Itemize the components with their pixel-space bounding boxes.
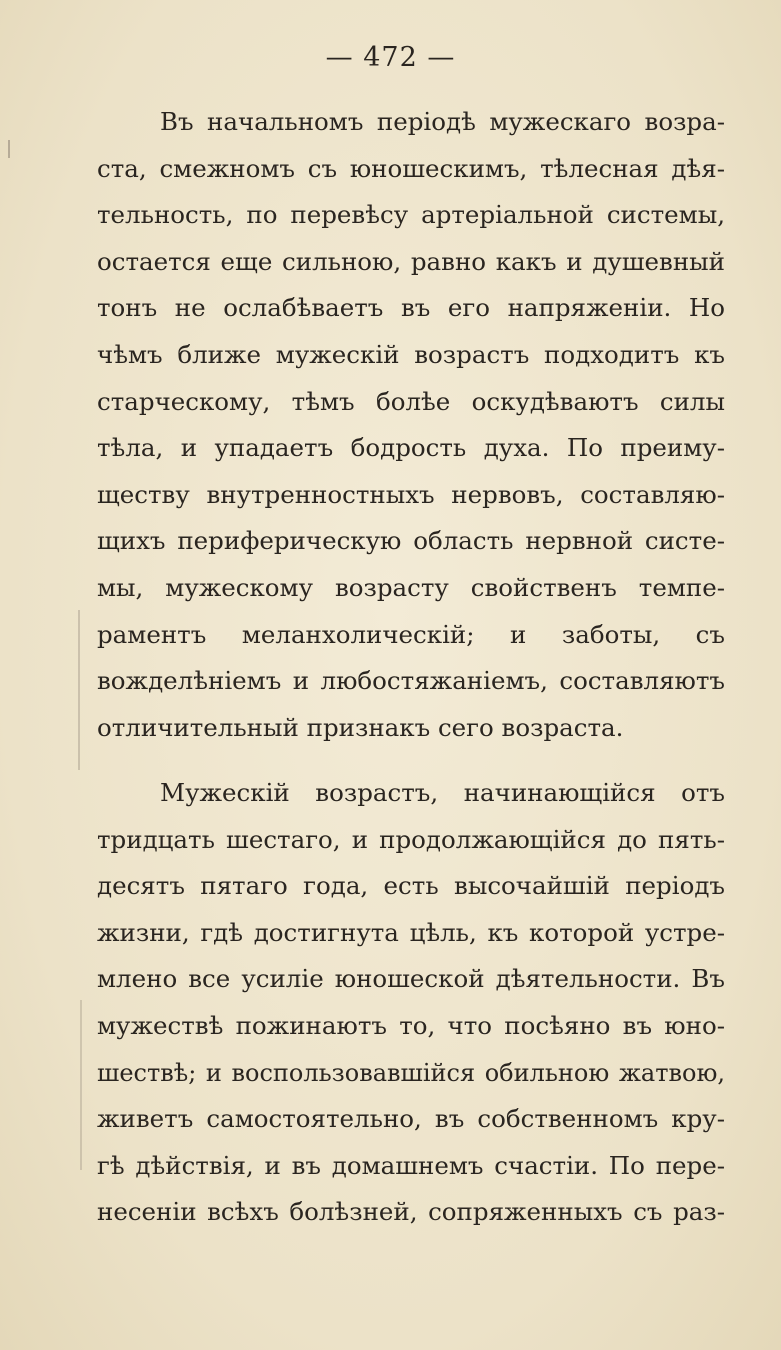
- text-line: несеніи всѣхъ болѣзней, сопряженныхъ съ раз-: [97, 1197, 725, 1227]
- text-line: остается еще сильною, равно какъ и душевный: [97, 246, 725, 276]
- text-line: тельность, по перевѣсу артеріальной системы,: [97, 200, 725, 230]
- text-line: тридцать шестаго, и продолжающійся до пять-: [97, 824, 725, 854]
- text-line: шествѣ; и воспользовавшійся обильною жатвою,: [97, 1058, 725, 1087]
- text-line: десятъ пятаго года, есть высочайшій періодъ: [97, 871, 725, 901]
- paragraph-2: [97, 770, 725, 1236]
- text-line: мы, мужескому возрасту свойственъ темпе-: [97, 572, 725, 602]
- text-line: чѣмъ ближе мужескій возрастъ подходитъ къ: [97, 339, 725, 369]
- page-number: — 472 —: [325, 42, 456, 73]
- margin-mark: [78, 610, 80, 770]
- text-line: ста, смежномъ съ юношескимъ, тѣлесная дѣя-: [97, 153, 725, 183]
- text-line: раментъ меланхолическій; и заботы, съ: [97, 619, 725, 649]
- text-line: старческому, тѣмъ болѣе оскудѣваютъ силы: [97, 386, 725, 416]
- text-line: жизни, гдѣ достигнута цѣль, къ которой устре-: [97, 917, 725, 947]
- text-line: Мужескій возрастъ, начинающійся отъ: [160, 778, 725, 807]
- text-line: мужествѣ пожинаютъ то, что посѣяно въ юно-: [97, 1010, 725, 1040]
- margin-mark: [80, 1000, 82, 1170]
- text-line: млено все усиліе юношеской дѣятельности. Въ: [97, 964, 725, 994]
- text-line: отличительный признакъ сего возраста.: [97, 712, 624, 742]
- text-line: ществу внутренностныхъ нервовъ, составляю-: [97, 479, 725, 509]
- margin-mark: [8, 140, 10, 158]
- text-line: щихъ периферическую область нервной систе-: [97, 526, 725, 556]
- text-line: тонъ не ослабѣваетъ въ его напряженіи. Но: [97, 293, 725, 323]
- text-line: тѣла, и упадаетъ бодрость духа. По преиму-: [97, 433, 725, 463]
- paragraph-1: [97, 99, 725, 751]
- text-line: живетъ самостоятельно, въ собственномъ кру-: [97, 1104, 725, 1134]
- text-line: Въ начальномъ періодѣ мужескаго возра-: [160, 107, 725, 136]
- text-line: вожделѣніемъ и любостяжаніемъ, составляютъ: [97, 666, 725, 696]
- text-line: гѣ дѣйствія, и въ домашнемъ счастіи. По пере-: [97, 1150, 725, 1180]
